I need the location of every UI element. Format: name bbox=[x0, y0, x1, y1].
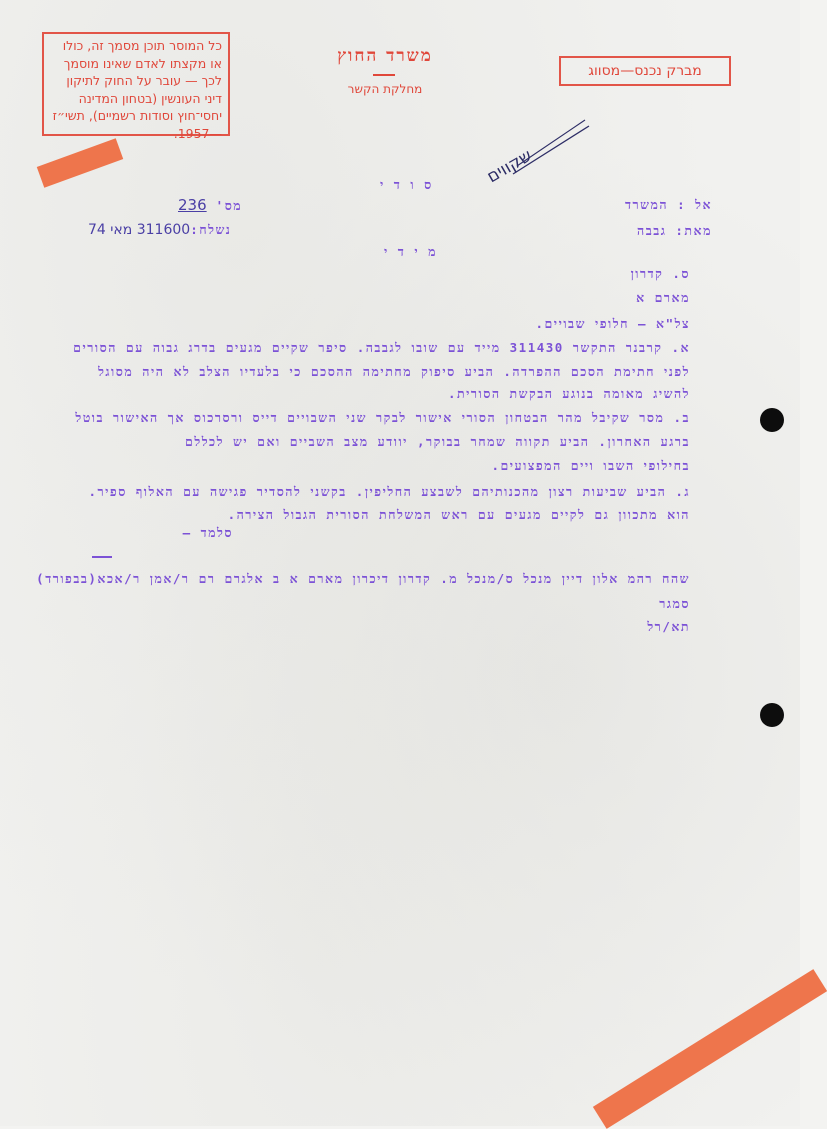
law-notice-box bbox=[42, 32, 230, 141]
distribution-extra-1: סמגר bbox=[659, 596, 690, 611]
paragraph-c-line-2: הוא מתכוון גם לקיים מגעים עם ראש המשלחת הסורית הגבול הצירה. bbox=[227, 507, 690, 522]
tape-strip-bottom bbox=[593, 969, 827, 1129]
handwritten-mark bbox=[483, 108, 595, 188]
classification-label: מברק נכנס—מסווג bbox=[588, 63, 702, 79]
department-title: מחלקת הקשר bbox=[347, 82, 423, 96]
paragraph-a-line-3: להשיג מאומה בנוגע הבקשת הסורית. bbox=[447, 386, 690, 401]
from-line: מאת: גבבה bbox=[637, 223, 712, 238]
recipient-2: מארם א bbox=[636, 290, 690, 305]
law-notice-text: כל המוסר תוכן מסמך זה, כולו או מקצתו לאדם שאינו מוסמך לכך — עובר על החוק לתיקון דיני העונשין (בטחון המדינה יחסי־חוץ וסודות רשמיים), תשי״ז—1957. bbox=[52, 38, 222, 141]
to-line: אל : המשרד bbox=[624, 197, 712, 212]
distribution-extra-2: תא/רל bbox=[647, 619, 690, 634]
paragraph-b-line-3: בחילופי השבו ויים המפצועים. bbox=[491, 458, 690, 473]
sent-label: נשלח: bbox=[190, 222, 232, 237]
message-number bbox=[178, 196, 242, 214]
signature-line: סלמד — bbox=[182, 525, 233, 540]
paragraph-a-line-1: א. קרבנר התקשר 311430 מייד עם שובו לגבבה. סיפר שקיים מגעים בדרג גבוה עם הסורים bbox=[73, 340, 690, 355]
paragraph-c-line-1: ג. הביע שביעות רצון מהכנותיהם לשבצע החליפין. בקשני להסדיר פגישה עם האלוף ספיר. bbox=[88, 484, 690, 499]
sent-value: 311600 מאי 74 bbox=[88, 222, 191, 238]
paragraph-b-line-1: ב. מסר שקיבל מהר הבטחון הסורי אישור לבקר שני השבויים דייס ורסרכוס אך האישור בוטל bbox=[75, 410, 690, 425]
distribution-divider bbox=[92, 556, 112, 558]
number-value: 236 bbox=[178, 196, 207, 214]
urgency-label: מ י ד י bbox=[384, 244, 438, 259]
distribution-list: שהח רהמ אלון דיין מנכל ס/מנכל מ. קדרון דיכרון מארם א ב אלגרם רם ר/אמן ר/אכא(בבפורד) bbox=[36, 571, 690, 586]
secret-label: ס ו ד י bbox=[380, 177, 433, 192]
subject-line: צל"א — חלופי שבויים. bbox=[535, 316, 690, 331]
ministry-title: משרד החוץ bbox=[337, 46, 433, 66]
svg-text:שקווים: שקווים bbox=[483, 145, 536, 188]
number-label: מס' bbox=[215, 198, 243, 213]
tape-strip-top bbox=[37, 138, 123, 187]
classification-box bbox=[559, 56, 731, 86]
paragraph-a-line-2: לפני חתימת הסכם ההפרדה. הביע סיפוק מחתימה ההסכם כי בלעדיו הצלב לא היה מסוגל bbox=[98, 364, 690, 379]
paragraph-b-line-2: ברגע האחרון. הביע תקווה שמחר בבוקר, יוודע מצב השביים ואם יש לכללם bbox=[185, 434, 690, 449]
ministry-divider bbox=[373, 74, 395, 76]
recipient-1: ס. קדרון bbox=[630, 266, 690, 281]
punch-hole-top bbox=[760, 408, 784, 432]
punch-hole-bottom bbox=[760, 703, 784, 727]
sent-line bbox=[88, 222, 231, 238]
